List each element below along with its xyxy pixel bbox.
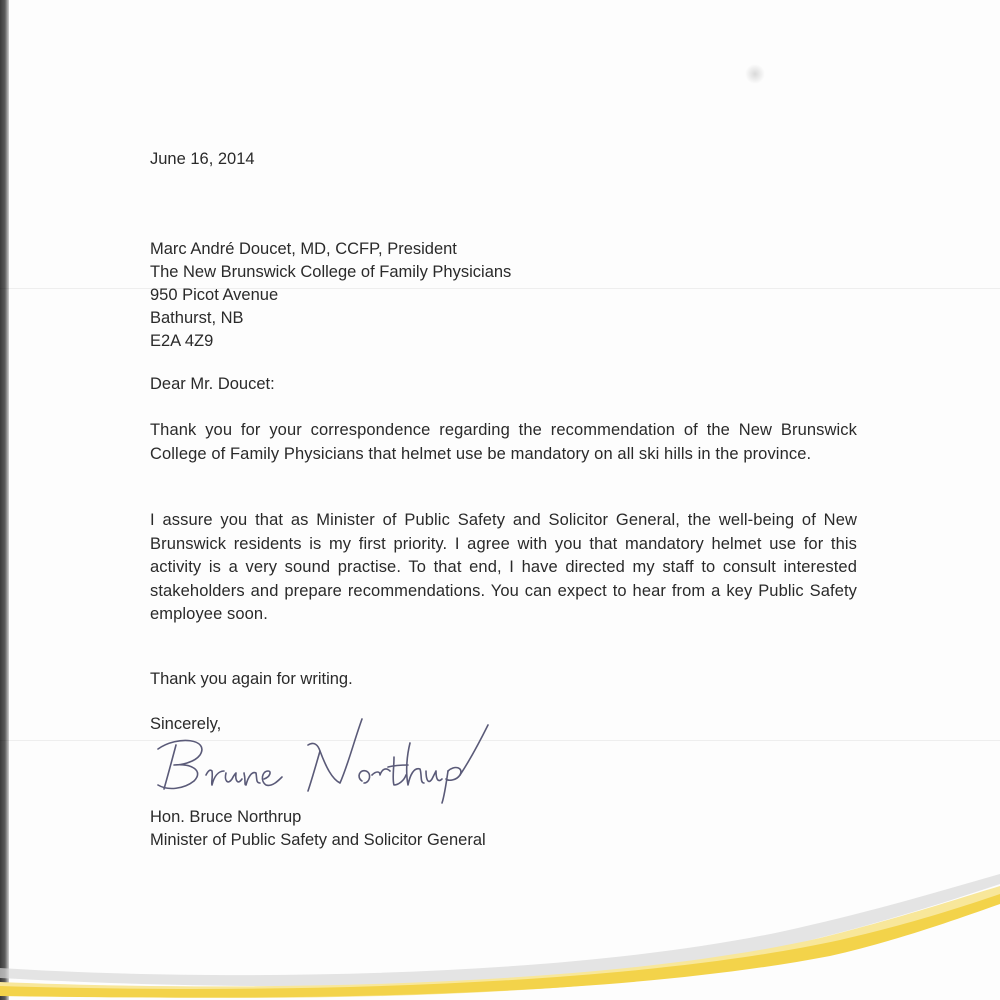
recipient-address — [150, 238, 511, 353]
signer-title: Minister of Public Safety and Solicitor General — [150, 831, 486, 849]
scan-edge-shadow — [0, 0, 9, 1000]
signer-name: Hon. Bruce Northrup — [150, 808, 302, 826]
decorative-swoosh — [0, 860, 1000, 1000]
body-paragraph-1: Thank you for your correspondence regarding the recommendation of the New Brunswick College of Family Physicians that helmet use be mandatory on all ski hills in the province. — [150, 421, 857, 463]
salutation: Dear Mr. Doucet: — [150, 375, 275, 393]
recipient-street: 950 Picot Avenue — [150, 286, 279, 304]
recipient-city: Bathurst, NB — [150, 309, 244, 327]
body-paragraph-3: Thank you again for writing. — [150, 670, 353, 688]
letter-date: June 16, 2014 — [150, 150, 255, 168]
recipient-name: Marc André Doucet, MD, CCFP, President — [150, 240, 457, 258]
recipient-postal-code: E2A 4Z9 — [150, 332, 214, 350]
paper-smudge — [745, 64, 765, 84]
recipient-organization: The New Brunswick College of Family Physicians — [150, 263, 512, 281]
body-paragraph-2: I assure you that as Minister of Public Safety and Solicitor General, the well-being of New Brunswick residents is my first priority. I agree with you that mandatory helmet use for this activity is a very sound practise. To that end, I have directed my staff to consult interested stakeholders and prepare recommendations. You can expect to hear from a key Public Safety employee soon. — [150, 511, 857, 623]
closing: Sincerely, — [150, 715, 222, 733]
handwritten-signature — [148, 705, 518, 805]
